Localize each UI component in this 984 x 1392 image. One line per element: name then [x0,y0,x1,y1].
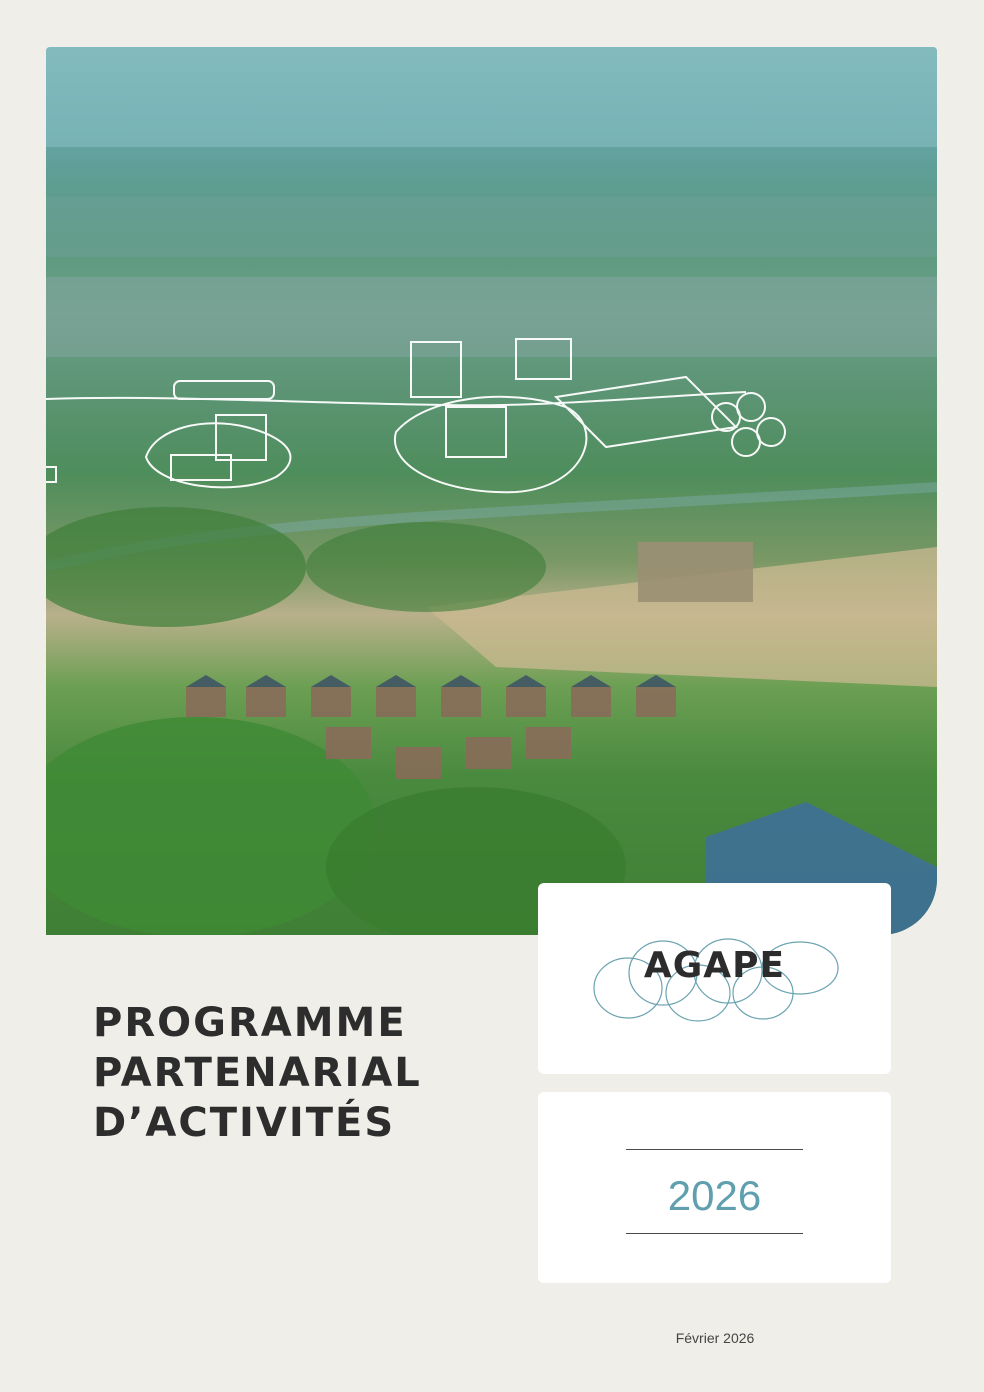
cover-aerial-photo [46,47,937,935]
agape-logo-text: AGAPE [643,945,786,986]
aerial-landscape-illustration [46,47,937,935]
publication-date: Février 2026 [675,1330,755,1346]
year-text: 2026 [667,1172,762,1219]
logo-card [538,883,891,1074]
document-title [93,998,422,1148]
title-line-3: D’ACTIVITÉS [93,1100,396,1146]
year-top-rule [626,1149,803,1150]
title-line-2: PARTENARIAL [93,1050,422,1096]
title-line-1: PROGRAMME [93,1000,407,1046]
year-bottom-rule [626,1233,803,1234]
year-card [538,1092,891,1283]
